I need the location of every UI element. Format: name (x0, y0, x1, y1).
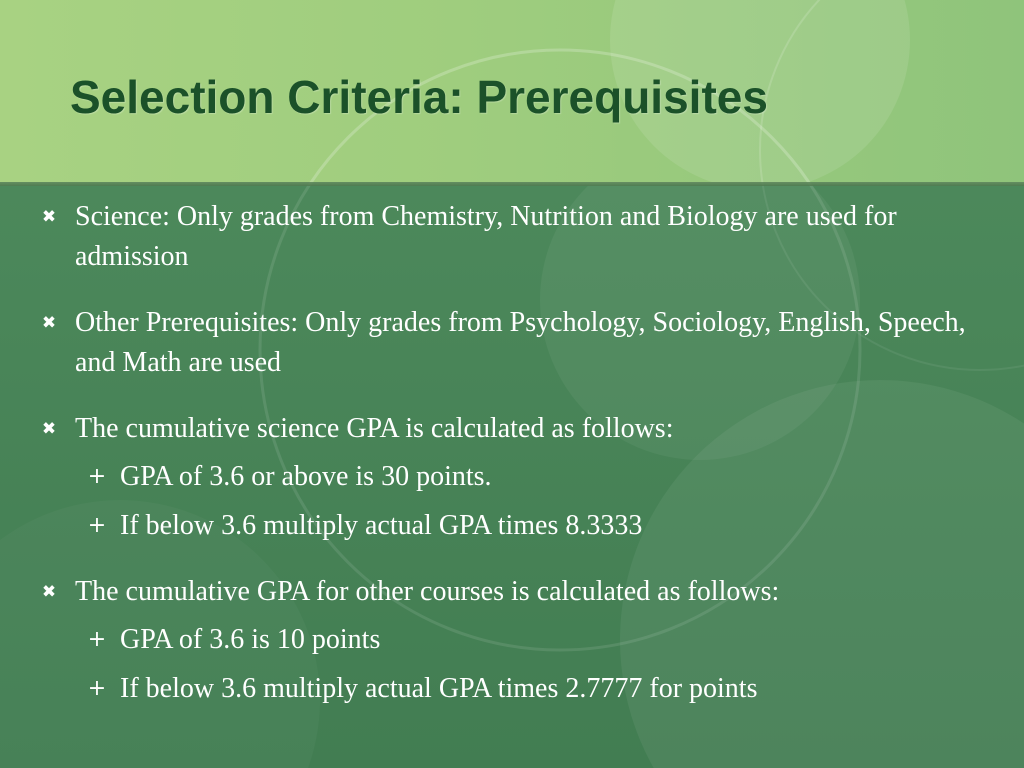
slide-title: Selection Criteria: Prerequisites (70, 71, 768, 123)
sub-bullet-item (75, 620, 970, 660)
sub-bullet-list (75, 457, 970, 546)
plus-bullet-icon: + (87, 676, 107, 701)
sub-bullet-item (75, 669, 970, 709)
bullet-item (40, 303, 970, 383)
bullet-text: The cumulative science GPA is calculated as follows: (75, 413, 674, 444)
x-mark-bullet-icon: ✖ (41, 207, 57, 227)
plus-bullet-icon: + (87, 464, 107, 489)
bullet-item (40, 572, 970, 709)
plus-bullet-icon: + (87, 513, 107, 538)
bullet-list (40, 197, 970, 735)
bullet-item (40, 197, 970, 277)
sub-bullet-item (75, 506, 970, 546)
bullet-text: The cumulative GPA for other courses is calculated as follows: (75, 576, 780, 607)
sub-bullet-list (75, 620, 970, 709)
x-mark-bullet-icon: ✖ (41, 582, 57, 602)
sub-bullet-text: If below 3.6 multiply actual GPA times 8.3333 (120, 510, 643, 541)
title-divider (0, 182, 1024, 186)
bullet-item (40, 409, 970, 546)
sub-bullet-text: GPA of 3.6 or above is 30 points. (120, 461, 492, 492)
x-mark-bullet-icon: ✖ (41, 419, 57, 439)
sub-bullet-item (75, 457, 970, 497)
bullet-text: Science: Only grades from Chemistry, Nutrition and Biology are used for admission (75, 201, 897, 272)
plus-bullet-icon: + (87, 627, 107, 652)
x-mark-bullet-icon: ✖ (41, 313, 57, 333)
bullet-text: Other Prerequisites: Only grades from Psychology, Sociology, English, Speech, and Math are used (75, 307, 966, 378)
sub-bullet-text: GPA of 3.6 is 10 points (120, 624, 381, 655)
sub-bullet-text: If below 3.6 multiply actual GPA times 2.7777 for points (120, 673, 758, 704)
